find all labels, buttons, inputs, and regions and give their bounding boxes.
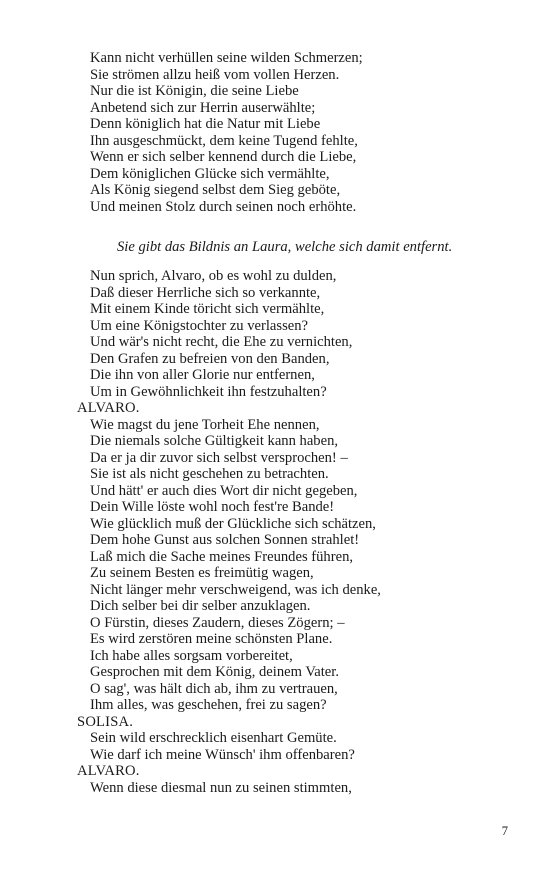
verse-line: Nicht länger mehr verschweigend, was ich denke, [90, 581, 381, 598]
verse-line: Nun sprich, Alvaro, ob es wohl zu dulden, [90, 268, 337, 284]
speaker-name: SOLISA. [77, 713, 134, 730]
verse-line: Zu seinem Besten es freimütig wagen, [90, 565, 314, 581]
verse-line: Wenn er sich selber kennend durch die Liebe, [90, 149, 357, 165]
verse-line: Gesprochen mit dem König, deinem Vater. [90, 664, 339, 680]
verse-line: Wie magst du jene Torheit Ehe nennen, [90, 416, 320, 433]
verse-line: Ihm alles, was geschehen, frei zu sagen? [90, 697, 327, 713]
verse-line: Als König siegend selbst dem Sieg geböte, [90, 182, 341, 198]
verse-line: Die niemals solche Gültigkeit kann haben, [90, 433, 339, 449]
speaker-name: ALVARO. [77, 400, 140, 416]
verse-line: Dich selber bei dir selber anzuklagen. [90, 598, 311, 614]
verse-line: Wie darf ich meine Wünsch' ihm offenbaren? [90, 746, 355, 763]
verse-line: Mit einem Kinde töricht sich vermählte, [90, 301, 325, 317]
verse-line: Um eine Königstochter zu verlassen? [90, 317, 309, 334]
verse-line: Wie glücklich muß der Glückliche sich schätzen, [90, 515, 376, 532]
verse-line: Es wird zerstören meine schönsten Plane. [90, 631, 333, 647]
verse-line: Kann nicht verhüllen seine wilden Schmerzen; [90, 50, 363, 66]
verse-line: Und meinen Stolz durch seinen noch erhöhte. [90, 198, 357, 215]
verse-block-2 [77, 268, 517, 796]
verse-line: O sag', was hält dich ab, ihm zu vertrauen, [90, 680, 338, 697]
verse-block-1 [77, 50, 517, 215]
verse-line: Laß mich die Sache meines Freundes führen, [90, 548, 354, 565]
verse-line: Anbetend sich zur Herrin auserwählte; [90, 99, 316, 116]
verse-line: Um in Gewöhnlichkeit ihn festzuhalten? [90, 383, 327, 400]
speaker-name: ALVARO. [77, 763, 140, 779]
verse-line: Sie strömen allzu heiß vom vollen Herzen. [90, 66, 340, 83]
verse-line: Da er ja dir zuvor sich selbst versprochen! – [90, 449, 348, 466]
verse-line: Nur die ist Königin, die seine Liebe [90, 83, 299, 99]
stage-direction: Sie gibt das Bildnis an Laura, welche sich damit entfernt. [117, 239, 453, 255]
verse-line: Dein Wille löste wohl noch fest're Bande! [90, 499, 335, 515]
verse-line: Ihn ausgeschmückt, dem keine Tugend fehlte, [90, 132, 358, 149]
verse-line: Dem hohe Gunst aus solchen Sonnen strahlet! [90, 532, 360, 548]
verse-line: Sie ist als nicht geschehen zu betrachten. [90, 466, 329, 482]
verse-line: Den Grafen zu befreien von den Banden, [90, 350, 330, 367]
verse-line: Sein wild erschrecklich eisenhart Gemüte. [90, 730, 337, 746]
page-number: 7 [501, 824, 508, 838]
verse-line: O Fürstin, dieses Zaudern, dieses Zögern; – [90, 614, 345, 631]
verse-line: Und wär's nicht recht, die Ehe zu vernichten, [90, 334, 353, 350]
verse-line: Ich habe alles sorgsam vorbereitet, [90, 647, 293, 664]
verse-line: Die ihn von aller Glorie nur entfernen, [90, 367, 315, 383]
verse-line: Dem königlichen Glücke sich vermählte, [90, 165, 330, 182]
verse-line: Denn königlich hat die Natur mit Liebe [90, 116, 321, 132]
verse-line: Und hätt' er auch dies Wort dir nicht gegeben, [90, 482, 358, 499]
verse-line: Daß dieser Herrliche sich so verkannte, [90, 284, 321, 301]
verse-line: Wenn diese diesmal nun zu seinen stimmten, [90, 779, 352, 796]
